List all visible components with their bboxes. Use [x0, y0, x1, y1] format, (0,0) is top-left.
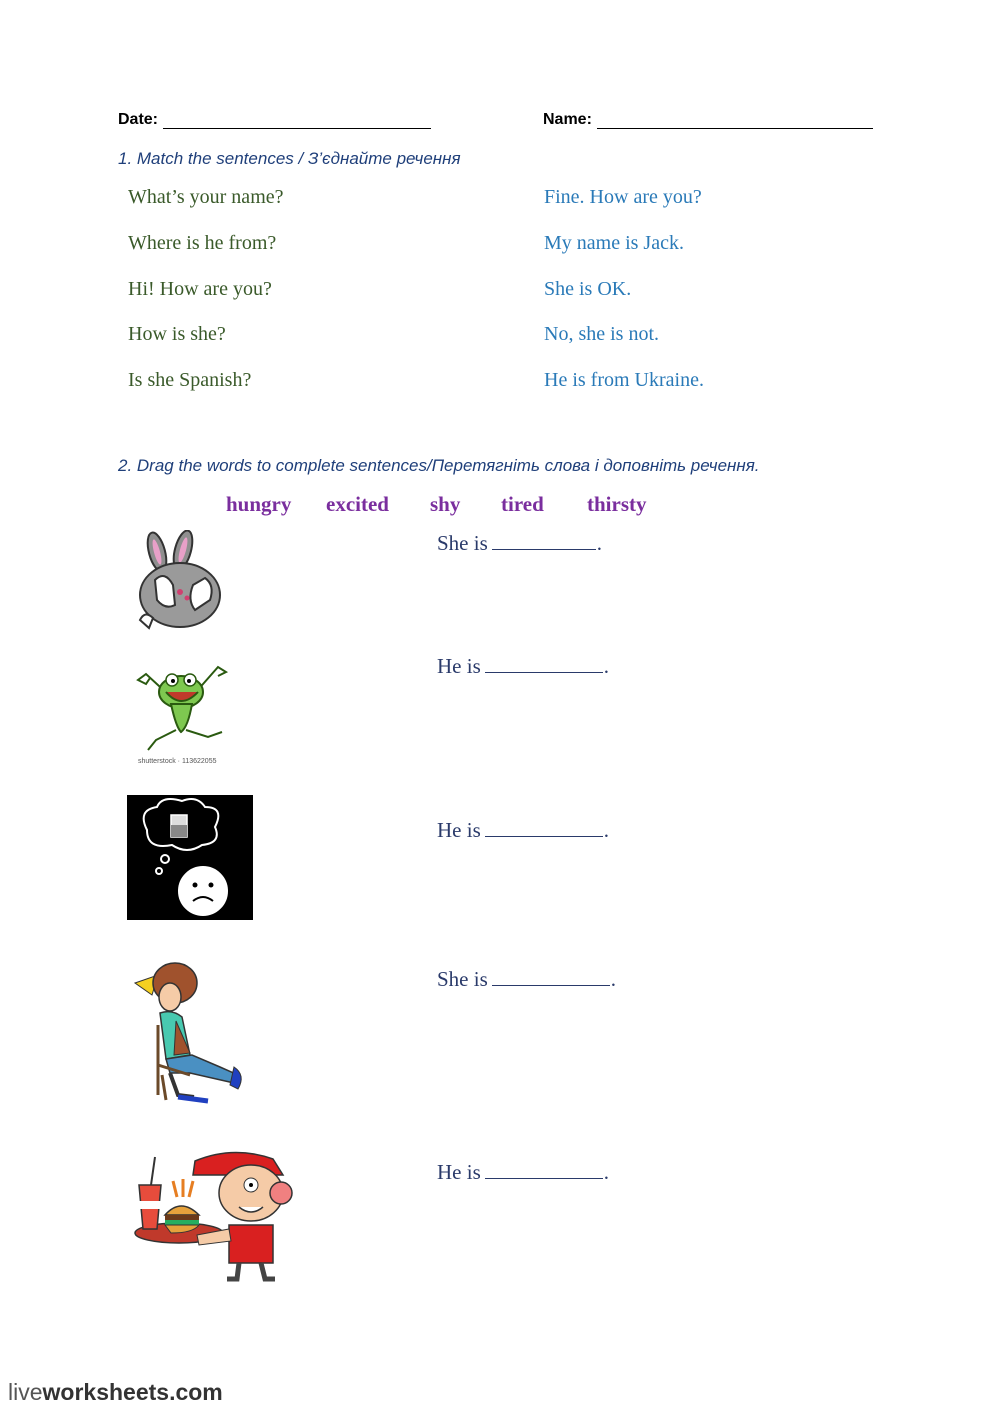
image-caption: shutterstock · 113622055 [138, 758, 217, 765]
answer-blank[interactable] [485, 1160, 603, 1179]
word-hungry[interactable]: hungry [226, 492, 292, 516]
sentence-3: He is . [437, 818, 609, 842]
answer-blank[interactable] [485, 654, 603, 673]
sentence-subject: She is [437, 967, 488, 991]
word-thirsty[interactable]: thirsty [587, 492, 647, 516]
match-question[interactable]: Where is he from? [128, 232, 277, 254]
match-answer[interactable]: He is from Ukraine. [544, 369, 704, 391]
sentence-subject: He is [437, 1160, 481, 1184]
answer-blank[interactable] [492, 531, 596, 550]
date-field[interactable] [163, 128, 431, 129]
logo-bold-text: worksheets.com [42, 1379, 223, 1405]
name-label: Name: [543, 111, 592, 128]
match-answer[interactable]: My name is Jack. [544, 232, 684, 254]
name-field[interactable] [597, 128, 873, 129]
thirsty-sad-face-picture [127, 795, 253, 920]
word-tired[interactable]: tired [501, 492, 544, 516]
sentence-subject: She is [437, 531, 488, 555]
match-question[interactable]: What’s your name? [128, 186, 284, 208]
sentence-1: She is . [437, 531, 603, 555]
sentence-5: He is . [437, 1160, 609, 1184]
sentence-subject: He is [437, 654, 481, 678]
task2-title: 2. Drag the words to complete sentences/Перетягніть слова і доповніть речення. [118, 456, 760, 475]
excited-frog-picture [126, 652, 238, 772]
match-question[interactable]: How is she? [128, 323, 226, 345]
match-answer[interactable]: Fine. How are you? [544, 186, 702, 208]
task1-title: 1. Match the sentences / З’єднайте речення [118, 149, 461, 168]
tired-person-picture [130, 955, 250, 1105]
shy-bunny-picture [135, 530, 225, 630]
liveworksheets-logo [8, 1379, 223, 1406]
sentence-subject: He is [437, 818, 481, 842]
match-question[interactable]: Hi! How are you? [128, 278, 272, 300]
match-question[interactable]: Is she Spanish? [128, 369, 252, 391]
sentence-2: He is . [437, 654, 609, 678]
logo-light-text: live [8, 1379, 43, 1405]
match-answer[interactable]: She is OK. [544, 278, 632, 300]
date-label: Date: [118, 111, 159, 128]
answer-blank[interactable] [492, 967, 610, 986]
hungry-boy-picture [133, 1145, 315, 1283]
sentence-4: She is . [437, 967, 617, 991]
word-shy[interactable]: shy [430, 492, 461, 516]
word-excited[interactable]: excited [326, 492, 389, 516]
answer-blank[interactable] [485, 818, 603, 837]
match-answer[interactable]: No, she is not. [544, 323, 659, 345]
